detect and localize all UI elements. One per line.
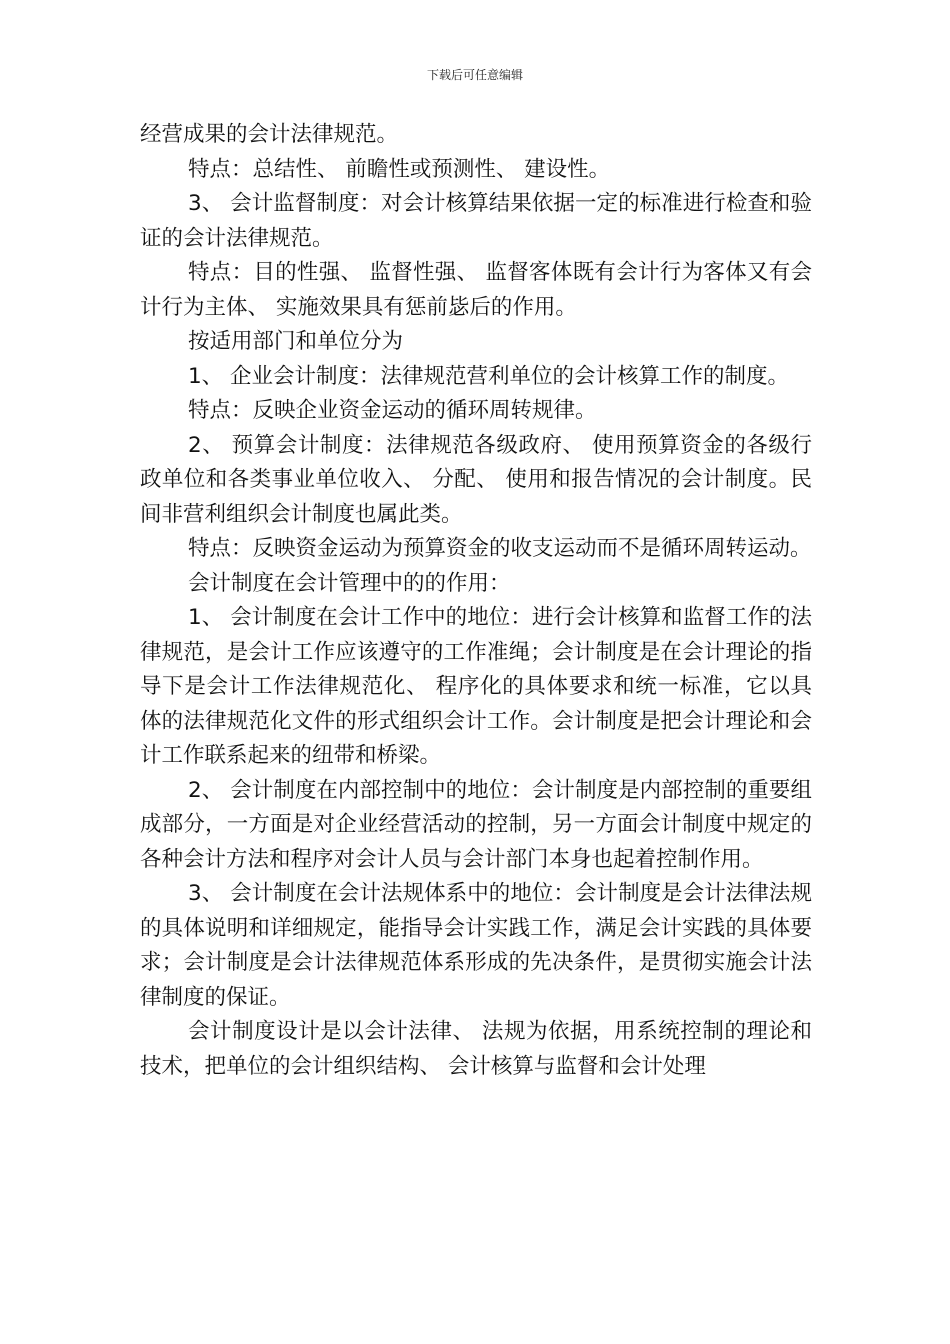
paragraph: 按适用部门和单位分为	[188, 329, 404, 354]
paragraph: 特点：目的性强、 监督性强、 监督客体既有会计行为客体又有会计行为主体、 实施效果具有惩前毖后的作用。	[140, 260, 812, 320]
paragraph: 特点：总结性、 前瞻性或预测性、 建设性。	[188, 156, 611, 182]
paragraph: 会计制度设计是以会计法律、 法规为依据，用系统控制的理论和技术，把单位的会计组织结构、 会计核算与监督和会计处理	[140, 1019, 812, 1079]
paragraph: 3、 会计监督制度：对会计核算结果依据一定的标准进行检查和验证的会计法律规范。	[140, 191, 812, 251]
paragraph: 2、 会计制度在内部控制中的地位：会计制度是内部控制的重要组成部分，一方面是对企业经营活动的控制，另一方面会计制度中规定的各种会计方法和程序对会计人员与会计部门本身也起着控制作用。	[140, 777, 812, 872]
body-text	[140, 118, 812, 1084]
paragraph: 2、 预算会计制度：法律规范各级政府、 使用预算资金的各级行政单位和各类事业单位收入、 分配、 使用和报告情况的会计制度。民间非营利组织会计制度也属此类。	[140, 432, 812, 527]
paragraph: 3、 会计制度在会计法规体系中的地位：会计制度是会计法律法规的具体说明和详细规定，能指导会计实践工作，满足会计实践的具体要求；会计制度是会计法律规范体系形成的先决条件，是贯彻实施会计法律制度的保证。	[140, 881, 812, 1010]
paragraph: 经营成果的会计法律规范。	[140, 122, 399, 147]
paragraph: 1、 企业会计制度：法律规范营利单位的会计核算工作的制度。	[188, 363, 790, 389]
paragraph: 会计制度在会计管理中的的作用：	[188, 570, 511, 596]
page-header: 下载后可任意编辑	[426, 68, 523, 82]
paragraph: 1、 会计制度在会计工作中的地位：进行会计核算和监督工作的法律规范，是会计工作应该遵守的工作准绳；会计制度是在会计理论的指导下是会计工作法律规范化、 程序化的具体要求和统一标准，它以具体的法律规范化文件的形式组织会计工作。会计制度是把会计理论和会计工作联系起来的纽带和桥梁。	[140, 605, 812, 768]
paragraph: 特点：反映资金运动为预算资金的收支运动而不是循环周转运动。	[188, 536, 812, 561]
paragraph: 特点：反映企业资金运动的循环周转规律。	[188, 398, 597, 423]
